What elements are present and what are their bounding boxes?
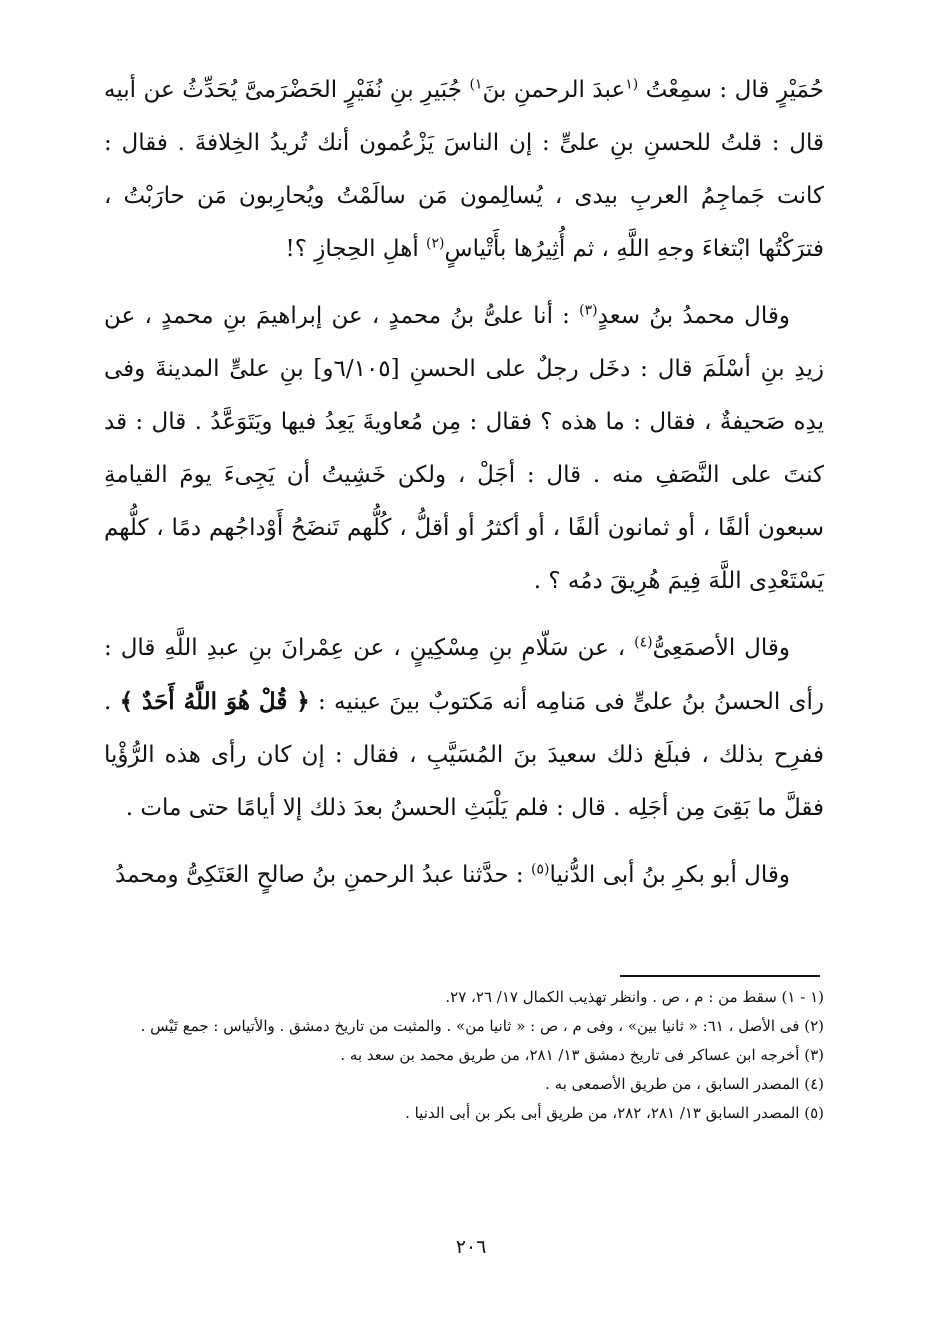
page-number: ٢٠٦ xyxy=(455,1236,487,1258)
footnote: (٣) أخرجه ابن عساكر فى تاريخ دمشق ١٣/ ٢٨١، من طريق محمد بن سعد به . xyxy=(340,1046,824,1064)
footnote: (١ - ١) سقط من : م ، ص . وانظر تهذيب الكمال ١٧/ ٢٦، ٢٧. xyxy=(445,988,824,1006)
footnotes xyxy=(104,985,824,1130)
footnote-ref: (٢) xyxy=(426,235,445,252)
text-segment: وقال أبو بكرِ بنُ أبى الدُّنيا xyxy=(549,862,790,888)
text-segment: . ففرِح بذلك ، فبلَغ ذلك سعيدَ بنَ المُسَيَّبِ ، فقال : إن كان رأى هذه الرُّؤْيا فقلَّ ما بَقِىَ مِن أجَلِه . قال : فلم يَلْبَثِ الحسنُ بعدَ ذلك إلا أيامًا حتى مات . xyxy=(104,689,824,821)
footnote: (٢) فى الأصل ، ٦١: « ثانيا بين» ، وفى م ، ص : « ثانيا من» . والمثبت من تاريخ دمشق . والأتياس : جمع تَيْس . xyxy=(140,1017,824,1035)
footnote-divider xyxy=(620,975,820,977)
text-segment: ، عن سَلّامِ بنِ مِسْكِينٍ ، عن عِمْرانَ بنِ عبدِ اللَّهِ قال : رأى الحسنُ بنُ علىٍّ فى مَنامِه أنه مَكتوبٌ بينَ عينيه : xyxy=(104,635,824,715)
footnote: (٥) المصدر السابق ١٣/ ٢٨١، ٢٨٢، من طريق أبى بكر بن أبى الدنيا . xyxy=(405,1104,824,1122)
footnote-ref: (٣) xyxy=(579,302,598,319)
paragraph xyxy=(104,290,824,608)
footnote-ref: (٥) xyxy=(530,861,550,878)
text-segment: جُبَيرِ بنِ نُفَيْرٍ الحَضْرَمىَّ يُحَدِّثُ عن أبيه قال : قلتُ للحسنِ بنِ علىٍّ : إن الناسَ يَزْعُمون أنك تُريدُ الخِلافةَ . فقال : كانت جَماجِمُ العربِ بيدى ، يُسالِمون مَن سالَمْتُ ويُحارِبون مَن حارَبْتُ ، فترَكْتُها ابْتغاءَ وجهِ اللَّهِ ، ثم أُثِيرُها بأَتْياسٍ xyxy=(104,77,824,262)
footnote-ref: ١) xyxy=(469,76,483,93)
quran-verse: ﴿ قُلْ هُوَ اللَّهُ أَحَدٌ ﴾ xyxy=(119,688,310,715)
text-segment: عبدَ الرحمنِ بنَ xyxy=(482,77,626,103)
text-segment: : أنا علىُّ بنُ محمدٍ ، عن إبراهيمَ بنِ محمدٍ ، عن زيدِ بنِ أسْلَمَ قال : دخَل رجلٌ على الحسنِ [٦/١٠٥و] بنِ علىٍّ المدينةَ وفى يدِه صَحيفةٌ ، فقال : ما هذه ؟ فقال : مِن مُعاويةَ يَعِدُ فيها ويَتَوَعَّدُ . قال : قد كنتَ على النَّصَفِ منه . قال : أجَلْ ، ولكن خَشِيتُ أن يَجِىءَ يومَ القيامةِ سبعون ألفًا ، أو ثمانون ألفًا ، أو أكثرُ أو أقلُّ ، كُلُّهم تَنضَحُ أَوْداجُهم دمًا ، كلُّهم يَسْتَعْدِى اللَّهَ فِيمَ هُرِيقَ دمُه ؟ . xyxy=(104,303,824,594)
text-segment: وقال محمدُ بنُ سعدٍ xyxy=(597,303,790,329)
text-segment: وقال الأصمَعِىُّ xyxy=(652,635,791,661)
paragraph xyxy=(104,622,824,835)
paragraph xyxy=(104,64,824,276)
paragraph xyxy=(104,849,824,902)
text-segment: : حدَّثنا عبدُ الرحمنِ بنُ صالحٍ العَتَكِىُّ ومحمدُ xyxy=(115,862,531,888)
footnote-ref: (٤) xyxy=(634,634,653,651)
footnote: (٤) المصدر السابق ، من طريق الأصمعى به . xyxy=(545,1075,824,1093)
main-text xyxy=(104,64,824,916)
text-segment: أهلِ الحِجازِ ؟! xyxy=(285,236,427,262)
footnote-ref: (١ xyxy=(625,76,639,93)
text-segment: حُمَيْرٍ قال : سمِعْتُ xyxy=(638,77,824,103)
